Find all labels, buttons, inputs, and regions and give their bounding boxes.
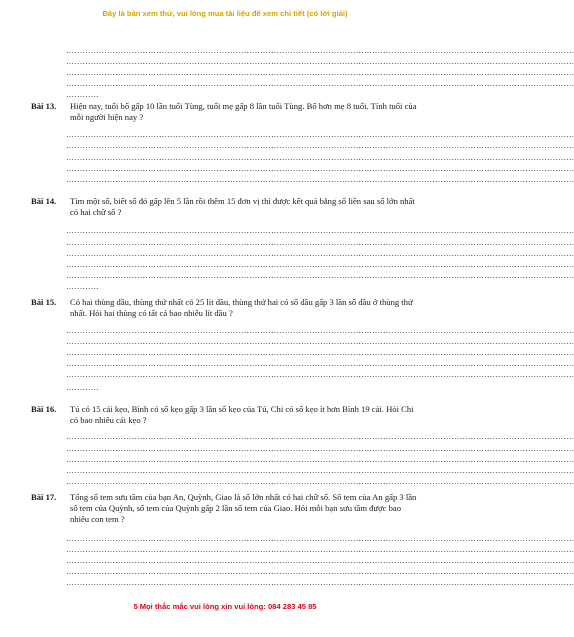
- preview-banner: Đây là bản xem thử, vui lòng mua tài liệu để xem chi tiết (có lời giải): [102, 9, 348, 18]
- answer-line: ……………………………………………………………………………………………………………………………………………………………………: [66, 175, 574, 184]
- answer-line: ……………………………………………………………………………………………………………………………………………………………………: [66, 141, 574, 150]
- problem-14-text: Tìm một số, biết số đó gấp lên 5 lần rồi thêm 15 đơn vị thì được kết quả bằng số liền sau số lớn nhất có hai chữ số ?: [70, 196, 415, 217]
- problem-16-label: Bài 16.: [31, 404, 57, 414]
- answer-line: ……………………………………………………………………………………………………………………………………………………………………: [66, 46, 574, 55]
- answer-line: ……………………………………………………………………………………………………………………………………………………………………: [66, 68, 574, 77]
- problem-15-label: Bài 15.: [31, 297, 57, 307]
- answer-line: ……………………………………………………………………………………………………………………………………………………………………: [66, 238, 574, 247]
- page-number: 5: [133, 602, 138, 611]
- answer-line: ……………………………………………………………………………………………………………………………………………………………………: [66, 534, 574, 543]
- answer-line: ……………………………………………………………………………………………………………………………………………………………………: [66, 57, 574, 66]
- footer-contact: Mọi thắc mắc vui lòng xin vui lòng: 084 283 45 85: [139, 602, 317, 611]
- answer-line: ……………………………………………………………………………………………………………………………………………………………………: [66, 444, 574, 453]
- problem-14-label: Bài 14.: [31, 196, 57, 206]
- problem-16-text: Tú có 15 cái kẹo, Bình có số kẹo gấp 3 lần số kẹo của Tú, Chi có số kẹo ít hơn Bình 19 cái. Hỏi Chi có bao nhiêu cái kẹo ?: [70, 404, 414, 425]
- answer-line: ……………………………………………………………………………………………………………………………………………………………………: [66, 578, 574, 587]
- answer-line: ……………………………………………………………………………………………………………………………………………………………………: [66, 326, 574, 335]
- answer-line: ……………………………………………………………………………………………………………………………………………………………………: [66, 153, 574, 162]
- answer-line: ……………………………………………………………………………………………………………………………………………………………………: [66, 545, 574, 554]
- answer-line: ……………………………………………………………………………………………………………………………………………………………………: [66, 164, 574, 173]
- answer-line: ……………………………………………………………………………………………………………………………………………………………………: [66, 359, 574, 368]
- problem-13-label: Bài 13.: [31, 101, 57, 111]
- answer-line: …………: [66, 383, 99, 392]
- answer-line: ……………………………………………………………………………………………………………………………………………………………………: [66, 79, 574, 88]
- answer-line: ……………………………………………………………………………………………………………………………………………………………………: [66, 130, 574, 139]
- answer-line: ……………………………………………………………………………………………………………………………………………………………………: [66, 249, 574, 258]
- page-footer: [0, 602, 450, 611]
- answer-line: ……………………………………………………………………………………………………………………………………………………………………: [66, 271, 574, 280]
- answer-line: ……………………………………………………………………………………………………………………………………………………………………: [66, 432, 574, 441]
- problem-17-label: Bài 17.: [31, 492, 57, 502]
- answer-line: …………: [66, 282, 99, 291]
- answer-line: ……………………………………………………………………………………………………………………………………………………………………: [66, 337, 574, 346]
- answer-line: ……………………………………………………………………………………………………………………………………………………………………: [66, 260, 574, 269]
- answer-line: ……………………………………………………………………………………………………………………………………………………………………: [66, 370, 574, 379]
- answer-line: ……………………………………………………………………………………………………………………………………………………………………: [66, 348, 574, 357]
- answer-line: ……………………………………………………………………………………………………………………………………………………………………: [66, 466, 574, 475]
- answer-line: ……………………………………………………………………………………………………………………………………………………………………: [66, 477, 574, 486]
- answer-line: ……………………………………………………………………………………………………………………………………………………………………: [66, 226, 574, 235]
- answer-line: …………: [66, 90, 99, 99]
- answer-line: ……………………………………………………………………………………………………………………………………………………………………: [66, 455, 574, 464]
- answer-line: ……………………………………………………………………………………………………………………………………………………………………: [66, 567, 574, 576]
- answer-line: ……………………………………………………………………………………………………………………………………………………………………: [66, 556, 574, 565]
- problem-13-text: Hiện nay, tuổi bố gấp 10 lần tuổi Tùng, tuổi mẹ gấp 8 lần tuổi Tùng. Bố hơn mẹ 8 tuổi. Tính tuổi của mỗi người hiện nay ?: [70, 101, 417, 122]
- problem-17-text: Tổng số tem sưu tầm của bạn An, Quỳnh, Giao là số lớn nhất có hai chữ số. Số tem của An gấp 3 lần số tem của Quỳnh, số tem của Quỳnh gấp 2 lần số tem của Giao. Hỏi mỗi bạn sưu tầm được bao nhiêu con tem ?: [70, 492, 417, 524]
- problem-15-text: Có hai thùng dầu, thùng thứ nhất có 25 lít dầu, thùng thứ hai có số dầu gấp 3 lần số dầu ở thùng thứ nhất. Hỏi hai thùng có tất cả bao nhiêu lít dầu ?: [70, 297, 413, 318]
